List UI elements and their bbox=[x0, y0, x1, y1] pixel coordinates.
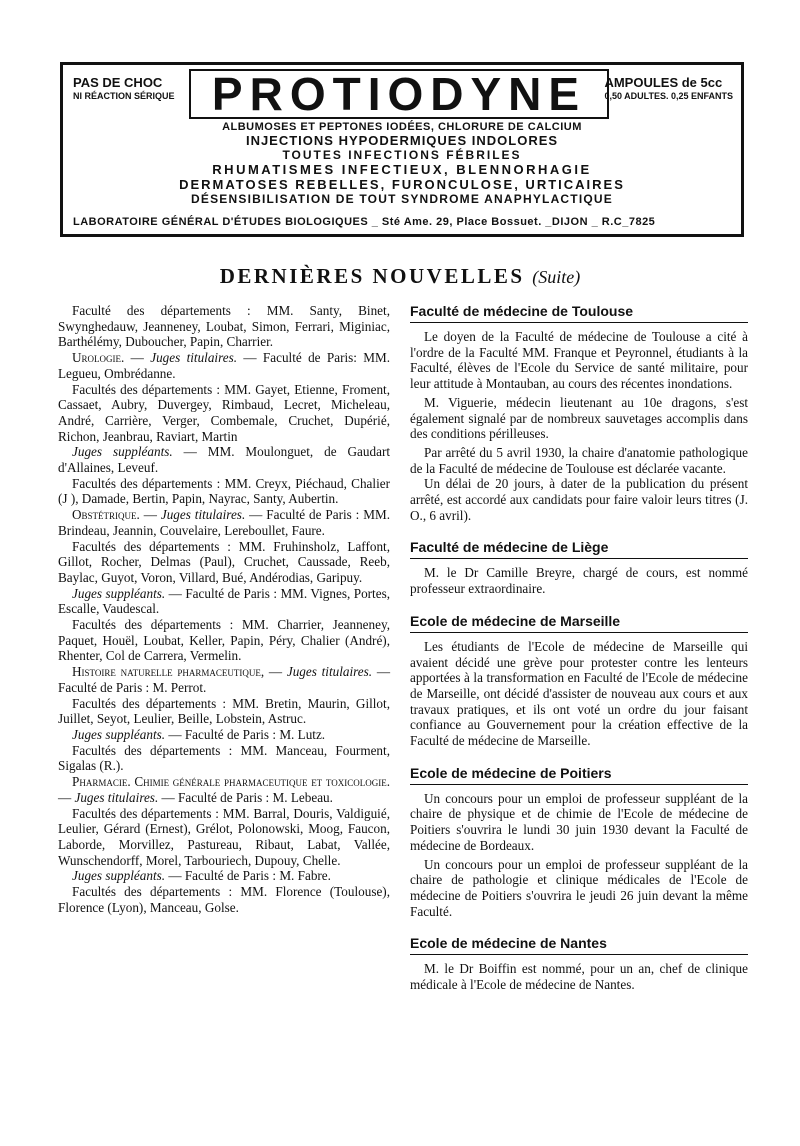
ad-right-bottom: 0,50 ADULTES. 0,25 ENFANTS bbox=[604, 91, 733, 102]
paragraph: Faculté des départements : MM. Santy, Binet, Swynghedauw, Jeanneney, Loubat, Simon, Ferrari, Miginiac, Barthélémy, Duboucher, Papin, Charrier. bbox=[58, 303, 390, 350]
section-heading: Ecole de médecine de Marseille bbox=[410, 613, 748, 633]
paragraph: Facultés des départements : MM. Gayet, Etienne, Froment, Cassaet, Aubry, Duvergey, Rimbaud, Lecret, Micheleau, André, Carrière, Verger, Combemale, Cruchet, Dupérié, Richon, Jeanbrau, Raviart, Martin bbox=[58, 381, 390, 444]
paragraph: Facultés des départements : MM. Charrier, Jeanneney, Paquet, Houël, Loubat, Keller, Papin, Péry, Chalier (André), Rhenter, Col de Carrera, Vermelin. bbox=[58, 617, 390, 664]
ad-laboratory-address: LABORATOIRE GÉNÉRAL D'ÉTUDES BIOLOGIQUES _ Sté Ame. 29, Place Bossuet. _DIJON _ R.C_7825 bbox=[73, 216, 656, 228]
title-main: DERNIÈRES NOUVELLES bbox=[219, 264, 525, 288]
paragraph: Facultés des départements : MM. Bretin, Maurin, Gillot, Juillet, Seyot, Leulier, Beille, Lobstein, Astruc. bbox=[58, 695, 390, 727]
ad-line: RHUMATISMES INFECTIEUX, BLENNORHAGIE bbox=[212, 162, 592, 177]
paragraph: Les étudiants de l'Ecole de médecine de Marseille qui avaient décidé une grève pour protester contre les lenteurs apportées à la transformation en Faculté de l'Ecole de médecine de Marseille, ont décidé d'assister de nouveau aux cours et aux travaux pratiques, et ils ont voté un ordre du jour faisant confiance au Gouvernement pour la création effective de la Faculté de médecine de Marseille. bbox=[410, 638, 748, 749]
paragraph: Juges suppléants. — Faculté de Paris : M. Lutz. bbox=[72, 726, 326, 742]
paragraph: Facultés des départements : MM. Barral, Douris, Valdiguié, Leulier, Gérard (Ernest), Grélot, Polonowski, Moog, Faucon, Laborde, Morvillez, Pastureau, Ribaut, Labat, Vallée, Wunschendorff, Morel, Tarbouriech, Dupouy, Chelle. bbox=[58, 805, 390, 868]
ad-right-top: AMPOULES de 5cc bbox=[604, 75, 723, 90]
paragraph: M. le Dr Camille Breyre, chargé de cours, est nommé professeur extraordinaire. bbox=[410, 565, 748, 597]
paragraph: Facultés des départements : MM. Creyx, Piéchaud, Chalier (J ), Damade, Bertin, Papin, Nayrac, Santy, Aubertin. bbox=[58, 475, 390, 507]
left-column bbox=[58, 303, 390, 915]
section-heading: Ecole de médecine de Poitiers bbox=[410, 765, 748, 785]
paragraph: Juges suppléants. — Faculté de Paris : MM. Vignes, Portes, Escalle, Vaudescal. bbox=[58, 585, 390, 617]
title-suite: (Suite) bbox=[532, 267, 581, 287]
paragraph: Pharmacie. Chimie générale pharmaceutique et toxicologie. — Juges titulaires. — Faculté de Paris : M. Lebeau. bbox=[58, 774, 390, 805]
paragraph: Urologie. — Juges titulaires. — Faculté de Paris: MM. Legueu, Ombrédanne. bbox=[58, 350, 391, 381]
paragraph: Facultés des départements : MM. Florence (Toulouse), Florence (Lyon), Manceau, Golse. bbox=[58, 884, 390, 915]
ad-line: DERMATOSES REBELLES, FURONCULOSE, URTICAIRES bbox=[179, 177, 625, 192]
advertisement-box bbox=[60, 62, 744, 237]
ad-line: ALBUMOSES ET PEPTONES IODÉES, CHLORURE DE CALCIUM bbox=[222, 121, 582, 133]
section-heading: Faculté de médecine de Toulouse bbox=[410, 303, 748, 323]
paragraph: Un délai de 20 jours, à dater de la publication du présent arrêté, est accordé aux candidats pour faire valoir leurs titres (J. O., 6 avril). bbox=[410, 476, 748, 523]
paragraph: Facultés des départements : MM. Manceau, Fourment, Sigalas (R.). bbox=[58, 742, 390, 774]
paragraph: M. Viguerie, médecin lieutenant au 10e dragons, s'est également signalé par de nombreux sauvetages accomplis dans des conditions périlleuses. bbox=[410, 394, 748, 442]
ad-line: INJECTIONS HYPODERMIQUES INDOLORES bbox=[245, 133, 559, 148]
ad-left-claim bbox=[73, 75, 175, 103]
paragraph: Histoire naturelle pharmaceutique, — Juges titulaires. — Faculté de Paris : M. Perrot. bbox=[58, 664, 390, 695]
ad-line: TOUTES INFECTIONS FÉBRILES bbox=[282, 148, 522, 162]
paragraph: Par arrêté du 5 avril 1930, la chaire d'anatomie pathologique de la Faculté de médecine de Toulouse est déclarée vacante. bbox=[410, 444, 748, 476]
paragraph: Le doyen de la Faculté de médecine de Toulouse a cité à l'ordre de la Faculté MM. Franque et Peyronnel, étudiants à la Faculté, élèves de l'Ecole du Service de santé militaire, pour leur attitude à Montauban, au cours des récentes inondations. bbox=[410, 329, 748, 392]
paragraph: Obstétrique. — Juges titulaires. — Faculté de Paris : MM. Brindeau, Jeannin, Couvelaire, Lereboullet, Faure. bbox=[58, 507, 391, 538]
paragraph: M. le Dr Boiffin est nommé, pour un an, chef de clinique médicale à l'Ecole de médecine de Nantes. bbox=[410, 961, 748, 993]
ad-left-bottom: NI RÉACTION SÉRIQUE bbox=[73, 91, 175, 102]
ad-line: DÉSENSIBILISATION DE TOUT SYNDROME ANAPHYLACTIQUE bbox=[191, 192, 613, 206]
paragraph: Un concours pour un emploi de professeur suppléant de la chaire de pathologie et clinique médicales de l'Ecole de médecine de Poitiers s'ouvrira le jeudi 26 juin devant la même Faculté. bbox=[410, 856, 748, 919]
paragraph: Facultés des départements : MM. Fruhinsholz, Laffont, Gillot, Rocher, Delmas (Paul), Cruchet, Caussade, Reeb, Baylac, Guyot, Voron, Villard, Bué, Andérodias, Garipuy. bbox=[58, 538, 390, 585]
paragraph: Juges suppléants. — MM. Moulonguet, de Gaudart d'Allaines, Leveuf. bbox=[58, 444, 390, 476]
ad-indications bbox=[63, 121, 741, 206]
ad-brand-logo: PROTIODYNE bbox=[189, 69, 609, 119]
right-column bbox=[410, 303, 748, 993]
section-heading: Faculté de médecine de Liège bbox=[410, 539, 748, 559]
ad-right-claim bbox=[604, 75, 733, 103]
page-title bbox=[0, 264, 800, 289]
ad-left-top: PAS DE CHOC bbox=[73, 75, 163, 90]
paragraph: Juges suppléants. — Faculté de Paris : M. Fabre. bbox=[72, 868, 331, 884]
section-heading: Ecole de médecine de Nantes bbox=[410, 935, 748, 955]
paragraph: Un concours pour un emploi de professeur suppléant de la chaire de physique et de chimie de l'Ecole de médecine de Poitiers s'ouvrira le lundi 30 juin 1930 devant la Faculté de médecine de Bordeaux. bbox=[410, 790, 748, 853]
